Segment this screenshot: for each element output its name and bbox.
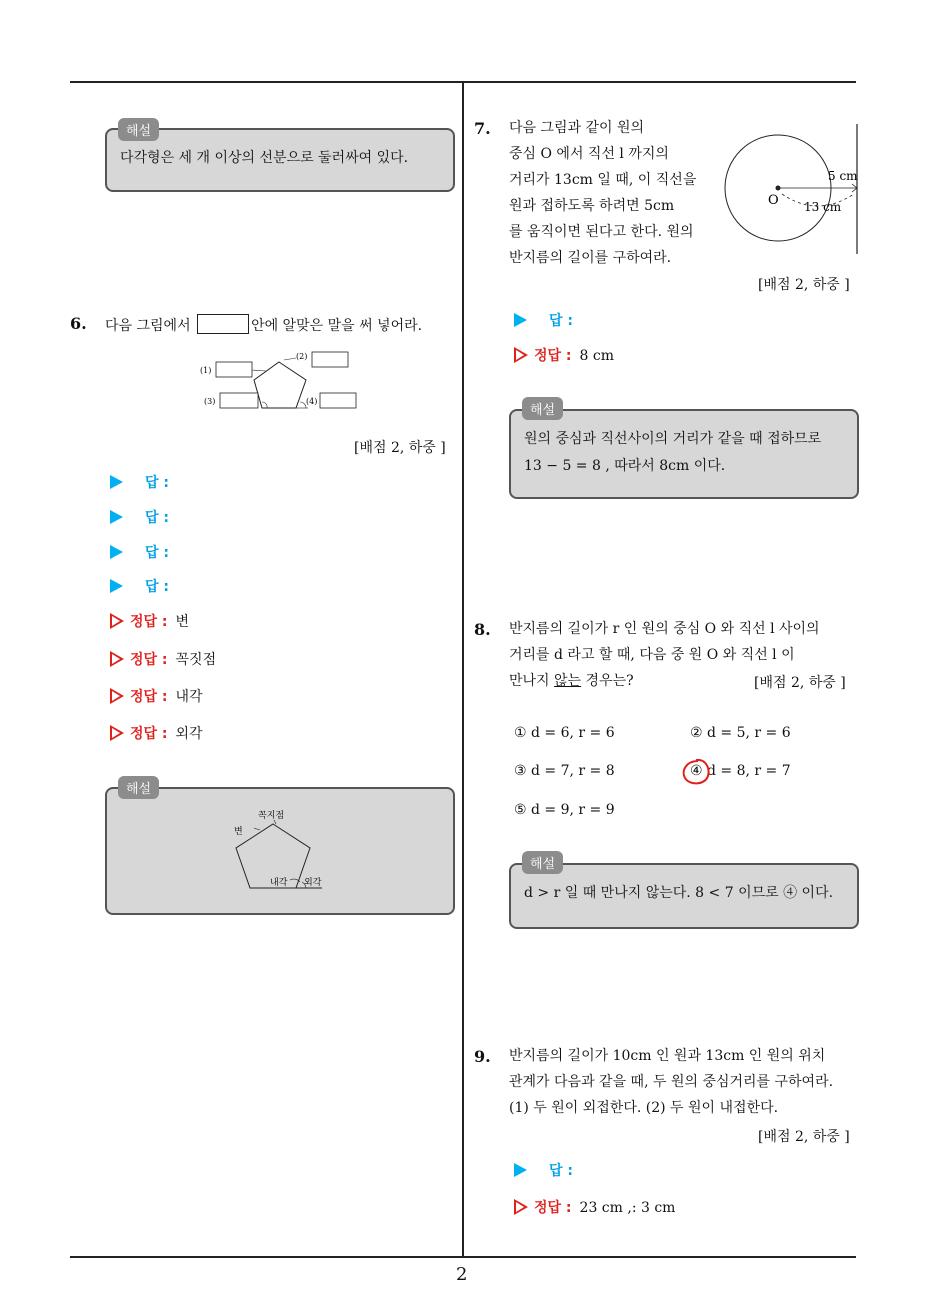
q7-correct: 정답 : 8 cm <box>514 345 614 365</box>
q6-fig-label-2: (2) <box>296 352 308 361</box>
correct-triangle-icon <box>110 651 124 667</box>
bottom-rule <box>70 1256 856 1258</box>
q7-answer[interactable]: 답 : <box>514 310 573 330</box>
q7-circle-figure <box>722 122 862 256</box>
q9-number: 9. <box>474 1047 491 1066</box>
answer-arrow-icon <box>514 1163 527 1177</box>
q5-explain-tag: 해설 <box>118 118 159 141</box>
q6-fig-label-3: (3) <box>204 397 216 406</box>
q6-fig-exterior-label: 외각 <box>304 878 322 888</box>
q6-text-after: 안에 알맞은 말을 써 넣어라. <box>251 318 423 334</box>
q7-number: 7. <box>474 119 491 138</box>
q6-text <box>105 313 422 339</box>
q6-explain-pentagon <box>226 806 336 896</box>
q6-answer-3[interactable]: 답 : <box>110 542 169 562</box>
q7-fig-move-label: 5 cm <box>828 169 858 183</box>
q8-score: [배점 2, 하중 ] <box>754 675 846 691</box>
q8-option-3[interactable]: ③ d = 7, r = 8 <box>514 763 615 779</box>
q6-fig-side-label: 변 <box>234 827 243 837</box>
column-divider <box>462 82 464 1258</box>
q7-text: 다음 그림과 같이 원의 중심 O 에서 직선 l 까지의 거리가 13cm 일 때, 이 직선을 원과 접하도록 하려면 5cm 를 움직이면 된다고 한다. 원의 반지름의 길이를 구하여라. <box>509 120 697 266</box>
q6-answer-1[interactable]: 답 : <box>110 472 169 492</box>
q7-explain-tag: 해설 <box>522 397 563 420</box>
q8-text: 반지름의 길이가 r 인 원의 중심 O 와 직선 l 사이의 거리를 d 라고 할 때, 다음 중 원 O 와 직선 l 이 만나지 않는 경우는? <box>509 621 820 689</box>
q6-explain-tag: 해설 <box>118 776 159 799</box>
q7-score: [배점 2, 하중 ] <box>758 277 850 293</box>
q6-fig-label-4: (4) <box>306 397 318 406</box>
q7-fig-dist-label: 13 cm <box>804 200 842 214</box>
q6-pentagon-figure <box>196 346 366 416</box>
q7-fig-center-label: O <box>768 193 779 208</box>
answer-arrow-icon <box>110 475 123 489</box>
q8-explain-tag: 해설 <box>522 851 563 874</box>
q8-explain-text: d > r 일 때 만나지 않는다. 8 < 7 이므로 ④ 이다. <box>524 885 834 901</box>
correct-triangle-icon <box>110 725 124 741</box>
correct-triangle-icon <box>514 347 528 363</box>
q6-correct-3: 정답 : 내각 <box>110 686 203 706</box>
q6-text-before: 다음 그림에서 <box>105 318 191 334</box>
correct-triangle-icon <box>514 1199 528 1215</box>
q8-option-1[interactable]: ① d = 6, r = 6 <box>514 725 615 741</box>
q7-explain-text: 원의 중심과 직선사이의 거리가 같을 때 접하므로 13 − 5 = 8 , 따라서 8cm 이다. <box>524 431 822 474</box>
q6-correct-4: 정답 : 외각 <box>110 723 203 743</box>
q6-answer-4[interactable]: 답 : <box>110 576 169 596</box>
q6-score: [배점 2, 하중 ] <box>354 440 446 456</box>
q9-score: [배점 2, 하중 ] <box>758 1129 850 1145</box>
answer-arrow-icon <box>110 545 123 559</box>
q8-option-5[interactable]: ⑤ d = 9, r = 9 <box>514 802 615 818</box>
q8-option-4[interactable]: ④ d = 8, r = 7 <box>690 763 791 779</box>
q8-answer-circle-mark <box>680 756 712 788</box>
q6-fig-label-1: (1) <box>200 366 212 375</box>
q6-blank-box <box>197 314 249 334</box>
correct-triangle-icon <box>110 688 124 704</box>
q9-correct: 정답 : 23 cm ,: 3 cm <box>514 1197 675 1217</box>
q6-number: 6. <box>70 314 87 333</box>
q5-explain-text: 다각형은 세 개 이상의 선분으로 둘러싸여 있다. <box>120 150 409 166</box>
q9-answer[interactable]: 답 : <box>514 1160 573 1180</box>
q6-fig-interior-label: 내각 <box>270 878 288 888</box>
q6-answer-2[interactable]: 답 : <box>110 507 169 527</box>
q8-option-2[interactable]: ② d = 5, r = 6 <box>690 725 791 741</box>
q9-text: 반지름의 길이가 10cm 인 원과 13cm 인 원의 위치 관계가 다음과 같을 때, 두 원의 중심거리를 구하여라. (1) 두 원이 외접한다. (2) 두 원이 내접한다. <box>509 1048 834 1116</box>
answer-arrow-icon <box>514 313 527 327</box>
q8-number: 8. <box>474 620 491 639</box>
page-number: 2 <box>456 1264 468 1285</box>
answer-arrow-icon <box>110 510 123 524</box>
q6-correct-2: 정답 : 꼭짓점 <box>110 649 216 669</box>
q6-correct-1: 정답 : 변 <box>110 611 189 631</box>
answer-arrow-icon <box>110 579 123 593</box>
q6-fig-vertex-label: 꼭지점 <box>258 811 285 821</box>
correct-triangle-icon <box>110 613 124 629</box>
